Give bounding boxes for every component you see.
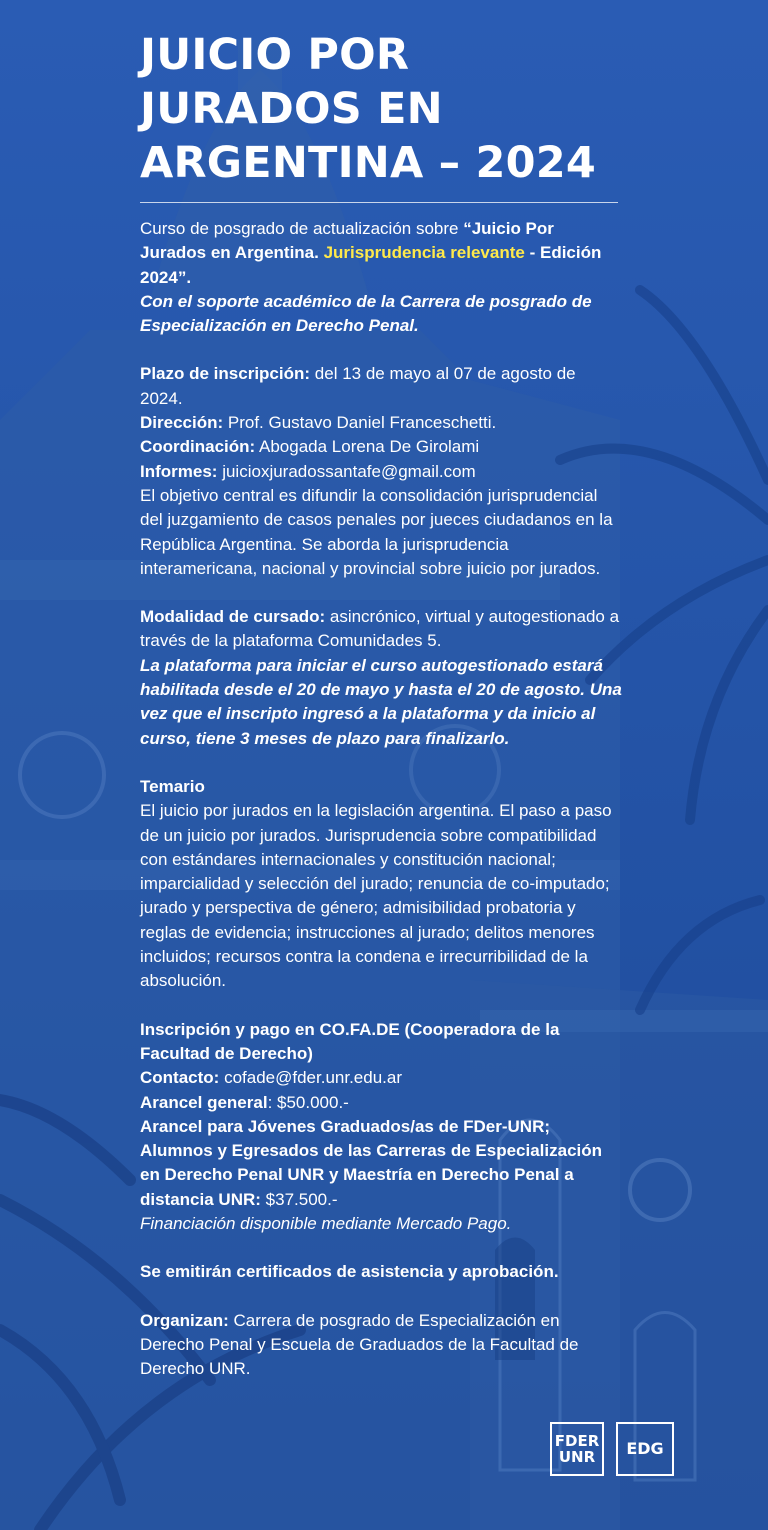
fder-logo-top: FDER — [554, 1432, 600, 1450]
reduced-fee-label: Arancel para Jóvenes Graduados/as de FDer-UNR; Alumnos y Egresados de las Carreras de Especialización en Derecho Penal UNR y Maestría en Derecho Penal a distancia UNR: — [140, 1116, 603, 1209]
organizers-value: Carrera de posgrado de Especialización en Derecho Penal y Escuela de Graduados de la Facultad de Derecho UNR. — [140, 1310, 579, 1379]
contact-email-link[interactable]: cofade@fder.unr.edu.ar — [224, 1068, 402, 1088]
logos — [550, 1422, 674, 1476]
syllabus-section — [140, 775, 622, 994]
financing-note: Financiación disponible mediante Mercado Pago. — [140, 1213, 512, 1233]
fder-logo-bottom: UNR — [558, 1448, 596, 1466]
syllabus-text: El juicio por jurados en la legislación argentina. El paso a paso de un juicio por jurados. Jurisprudencia sobre compatibilidad con estándares internacionales y constitución nacional; imparcialidad y selección del jurado; renuncia de co-imputado; jurado y perspectiva de género; admisibilidad probatoria y reglas de evidencia; instrucciones al jurado; delitos menores incluidos; recursos contra la condena e irrecurribilidad de la absolución. — [140, 801, 612, 991]
reduced-fee-value: $37.500.- — [265, 1189, 338, 1209]
payment-heading: Inscripción y pago en CO.FA.DE (Cooperadora de la Facultad de Derecho) — [140, 1019, 560, 1063]
fder-unr-logo — [550, 1422, 604, 1476]
modality-section — [140, 605, 622, 751]
coordination-label: Coordinación: — [140, 437, 256, 457]
objective-text: El objetivo central es difundir la consolidación jurisprudencial del juzgamiento de casos penales por jueces ciudadanos en la República Argentina. Se aborda la jurisprudencia interamericana, nacional y provincial sobre juicio por jurados. — [140, 485, 613, 578]
intro-quoted-title: “Juicio Por Jurados en Argentina. — [140, 219, 554, 263]
intro-lead: Curso de posgrado de actualización sobre — [140, 219, 464, 238]
title-line-2: JURADOS EN — [140, 84, 443, 134]
payment-section — [140, 1018, 622, 1237]
title-line-1: JUICIO POR — [140, 30, 410, 80]
details-section — [140, 362, 622, 581]
info-email-link[interactable]: juicioxjuradossantafe@gmail.com — [222, 461, 476, 481]
edg-logo-text: EDG — [626, 1439, 664, 1458]
title-divider — [140, 202, 618, 203]
edg-logo — [616, 1422, 674, 1476]
title-line-3: ARGENTINA – 2024 — [140, 138, 596, 188]
contact-label: Contacto: — [140, 1068, 220, 1088]
coordination-value: Abogada Lorena De Girolami — [259, 437, 480, 457]
intro-support-note: Con el soporte académico de la Carrera de posgrado de Especialización en Derecho Penal. — [140, 291, 592, 336]
general-fee-value: : $50.000.- — [267, 1092, 349, 1112]
intro-paragraph — [140, 217, 622, 338]
intro-edition: - Edición 2024”. — [140, 243, 602, 287]
certificates-text: Se emitirán certificados de asistencia y aprobación. — [140, 1262, 559, 1282]
general-fee-label: Arancel general — [140, 1092, 268, 1112]
intro-highlight: Jurisprudencia relevante — [323, 243, 525, 263]
syllabus-heading: Temario — [140, 776, 205, 796]
modality-label: Modalidad de cursado: — [140, 607, 326, 627]
direction-label: Dirección: — [140, 413, 224, 433]
registration-label: Plazo de inscripción: — [140, 364, 311, 384]
organizers-label: Organizan: — [140, 1310, 229, 1330]
organizers-section — [140, 1309, 622, 1382]
flyer-content — [140, 28, 622, 1381]
page-title — [140, 28, 622, 190]
certificates-note — [140, 1260, 622, 1284]
info-label: Informes: — [140, 461, 218, 481]
modality-note: La plataforma para iniciar el curso autogestionado estará habilitada desde el 20 de mayo y hasta el 20 de agosto. Una vez que el inscripto ingresó a la plataforma y da inicio al curso, tiene 3 meses de plazo para finalizarlo. — [140, 655, 622, 748]
modality-value: asincrónico, virtual y autogestionado a través de la plataforma Comunidades 5. — [140, 607, 620, 651]
direction-value: Prof. Gustavo Daniel Franceschetti. — [227, 413, 497, 433]
registration-value: del 13 de mayo al 07 de agosto de 2024. — [140, 364, 576, 408]
